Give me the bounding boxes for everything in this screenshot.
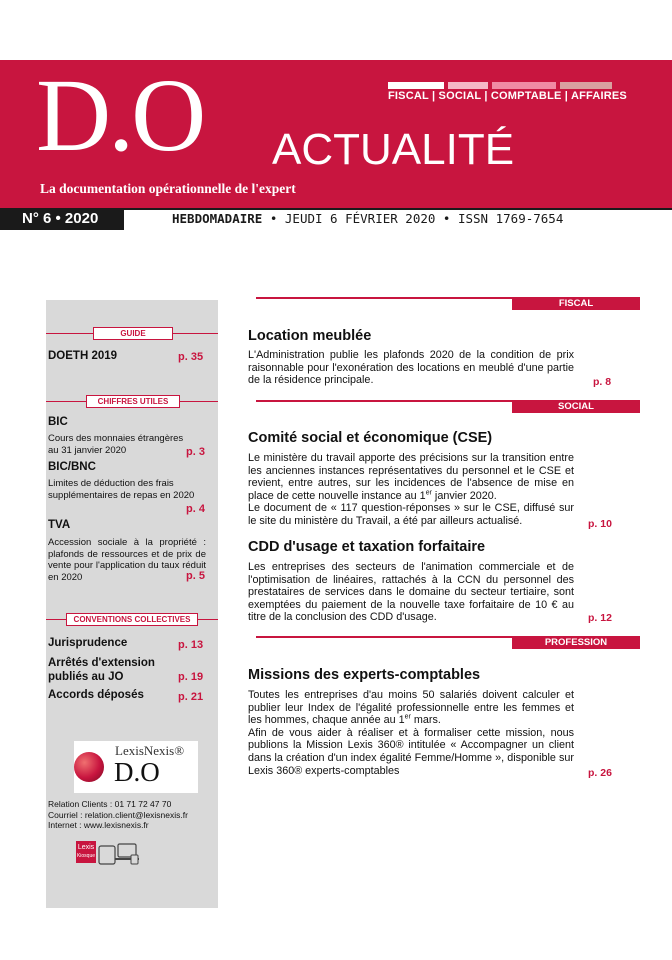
guide-item-title[interactable]: DOETH 2019 <box>48 350 118 362</box>
article-body-cdd: Les entreprises des secteurs de l'animation commerciale et de l'optimisation de linéaires, rattachés à la CCN du personnel des prestataires de services dans le domaine du secteur tertiaire, sont exemptées du paiement de la nouvelle taxe forfaitaire de 10 € au titre de la conclusion des CDD d'usage. <box>248 561 574 624</box>
conventions-item-title[interactable]: Accords déposés <box>48 689 144 701</box>
issue-divider <box>124 208 672 210</box>
section-tab-profession: PROFESSION <box>512 636 640 649</box>
article-page-missions[interactable]: p. 26 <box>588 767 612 779</box>
conventions-item-page[interactable]: p. 13 <box>178 639 204 651</box>
lexisnexis-globe-icon <box>74 752 104 782</box>
conventions-item-title[interactable]: Jurisprudence <box>48 637 128 649</box>
bic-title[interactable]: BIC <box>48 416 68 428</box>
issue-issn: ISSN 1769-7654 <box>457 211 564 226</box>
publisher-name: LexisNexis® <box>115 743 185 758</box>
tva-title[interactable]: TVA <box>48 519 71 531</box>
conventions-item-page[interactable]: p. 19 <box>178 671 204 683</box>
guide-item-page[interactable]: p. 35 <box>178 351 204 363</box>
article-title-cse[interactable]: Comité social et économique (CSE) <box>248 430 493 446</box>
chiffres-tag: CHIFFRES UTILES <box>86 395 180 408</box>
guide-tag: GUIDE <box>93 327 173 340</box>
tagline: La documentation opérationnelle de l'expert <box>40 181 296 196</box>
article-page-cdd[interactable]: p. 12 <box>588 612 612 624</box>
conventions-item-page[interactable]: p. 21 <box>178 691 204 703</box>
bicbnc-text: Limites de déduction des frais supplémentaires de repas en 2020 <box>48 478 195 501</box>
article-title-missions[interactable]: Missions des experts-comptables <box>248 667 481 683</box>
conventions-tag: CONVENTIONS COLLECTIVES <box>66 613 198 626</box>
conventions-item-title[interactable]: Arrêtés d'extension publiés au JO <box>48 657 155 683</box>
logo-actualite: ACTUALITÉ <box>272 125 515 174</box>
category-list: FISCAL | SOCIAL | COMPTABLE | AFFAIRES <box>388 90 627 102</box>
logo-do: D.O <box>36 58 204 173</box>
bic-text: Cours des monnaies étrangères au 31 janvier 2020 <box>48 433 184 456</box>
issue-number: N° 6 • 2020 <box>0 208 124 230</box>
devices-icon <box>98 843 140 865</box>
category-bar-social <box>448 82 488 89</box>
article-page-cse[interactable]: p. 10 <box>588 518 612 530</box>
publisher-brand: D.O <box>114 757 160 787</box>
bicbnc-title[interactable]: BIC/BNC <box>48 461 96 473</box>
contact-block <box>48 799 188 831</box>
cse-paragraph-1: Le ministère du travail apporte des précisions sur la transition entre les anciennes instances représentatives du personnel et le CSE et revient, entre autres, sur les incidences de l'absence de mise en place de cette nouvelle instance au 1er janvier 2020. <box>248 452 574 502</box>
article-title-location[interactable]: Location meublée <box>248 328 372 344</box>
article-body-missions <box>248 689 574 777</box>
category-comptable: COMPTABLE <box>490 90 562 102</box>
article-body-cse <box>248 452 574 528</box>
contact-phone: Relation Clients : 01 71 72 47 70 <box>48 799 172 809</box>
bicbnc-page[interactable]: p. 4 <box>186 503 205 515</box>
contact-website[interactable]: Internet : www.lexisnexis.fr <box>48 820 149 830</box>
kiosque-sublabel: Kiosque <box>76 853 96 859</box>
article-page-location[interactable]: p. 8 <box>593 376 612 388</box>
article-body-location: L'Administration publie les plafonds 2020 de la condition de prix raisonnable pour l'exonération des locations en meublé d'une partie de la résidence principale. <box>248 349 574 387</box>
article-title-cdd[interactable]: CDD d'usage et taxation forfaitaire <box>248 539 486 555</box>
issue-info: HEBDOMADAIRE • JEUDI 6 FÉVRIER 2020 • ISSN 1769-7654 <box>172 211 564 226</box>
issue-date: JEUDI 6 FÉVRIER 2020 <box>284 211 436 226</box>
tva-text: Accession sociale à la propriété : plafonds de ressources et de prix de vente pour l'application du taux réduit en 2020 <box>48 537 206 583</box>
category-bar-fiscal <box>388 82 444 89</box>
kiosque-label: Lexis <box>77 844 95 851</box>
category-social: SOCIAL <box>438 90 482 102</box>
missions-paragraph-1: Toutes les entreprises d'au moins 50 salariés doivent calculer et publier leur Index de l'égalité professionnelle entre les femmes et les hommes, chaque année au 1er mars. <box>248 689 574 727</box>
bic-page[interactable]: p. 3 <box>186 446 205 458</box>
issue-frequency: HEBDOMADAIRE <box>172 211 263 226</box>
category-bar-affaires <box>560 82 612 89</box>
section-tab-social: SOCIAL <box>512 400 640 413</box>
section-tab-fiscal: FISCAL <box>512 297 640 310</box>
lexis-kiosque-icon[interactable] <box>76 841 96 863</box>
tva-page[interactable]: p. 5 <box>186 570 205 582</box>
cse-paragraph-2: Le document de « 117 question-réponses » sur le CSE, diffusé sur le site du ministère du Travail, a été par ailleurs actualisé. <box>248 502 574 527</box>
category-fiscal: FISCAL <box>388 90 429 102</box>
category-affaires: AFFAIRES <box>570 90 627 102</box>
category-bar-comptable <box>492 82 556 89</box>
contact-email[interactable]: Courriel : relation.client@lexisnexis.fr <box>48 809 188 820</box>
missions-paragraph-2: Afin de vous aider à réaliser et à formaliser cette mission, nous publions la Mission Lexis 360® intitulée « Accompagner un client dans la création d'un index égalité Femme/Homme », disponible sur Lexis 360® experts-comptables <box>248 726 574 777</box>
